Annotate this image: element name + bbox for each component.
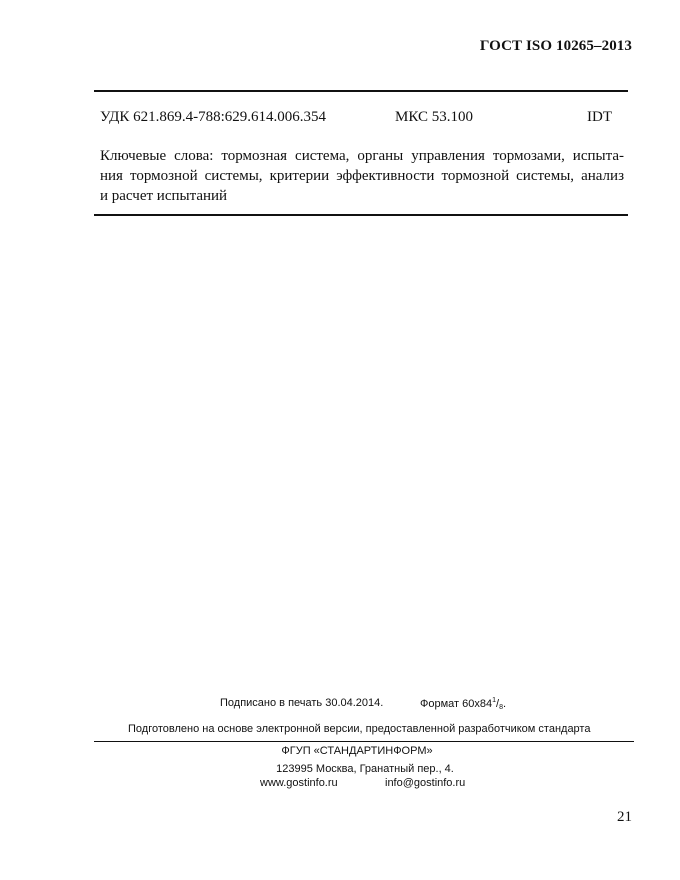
keywords-line-1: Ключевые слова: тормозная система, органы управления тормозами, испыта- (100, 148, 624, 164)
mks-code: МКС 53.100 (395, 109, 473, 125)
bottom-divider (94, 214, 628, 216)
publisher-address: 123995 Москва, Гранатный пер., 4. (276, 763, 454, 775)
udk-code: УДК 621.869.4-788:629.614.006.354 (100, 109, 327, 125)
imprint-divider (94, 741, 634, 742)
page-number: 21 (617, 809, 632, 825)
keywords-block (100, 146, 624, 206)
paper-format-denominator: 8 (499, 704, 503, 711)
top-divider (94, 90, 628, 92)
conformity-degree: IDT (587, 109, 612, 125)
publisher-email: info@gostinfo.ru (385, 777, 466, 789)
classification-row (100, 109, 614, 129)
publisher-website: www.gostinfo.ru (260, 777, 338, 789)
paper-format-prefix: Формат 60x84 (420, 698, 493, 710)
keywords-line-3: и расчет испытаний (100, 188, 228, 204)
prepared-note: Подготовлено на основе электронной версии, предоставленной разработчиком стандарта (128, 723, 591, 735)
standard-code-header: ГОСТ ISO 10265–2013 (479, 38, 632, 54)
publisher-name: ФГУП «СТАНДАРТИНФОРМ» (281, 745, 433, 757)
signed-for-print: Подписано в печать 30.04.2014. (220, 697, 384, 709)
paper-format: Формат $60x84^1/_8$. (420, 697, 507, 711)
paper-format-suffix: . (502, 698, 507, 710)
paper-format-numerator: 1 (492, 697, 497, 704)
keywords-line-2: ния тормозной системы, критерии эффективности тормозной системы, анализ (100, 168, 624, 184)
